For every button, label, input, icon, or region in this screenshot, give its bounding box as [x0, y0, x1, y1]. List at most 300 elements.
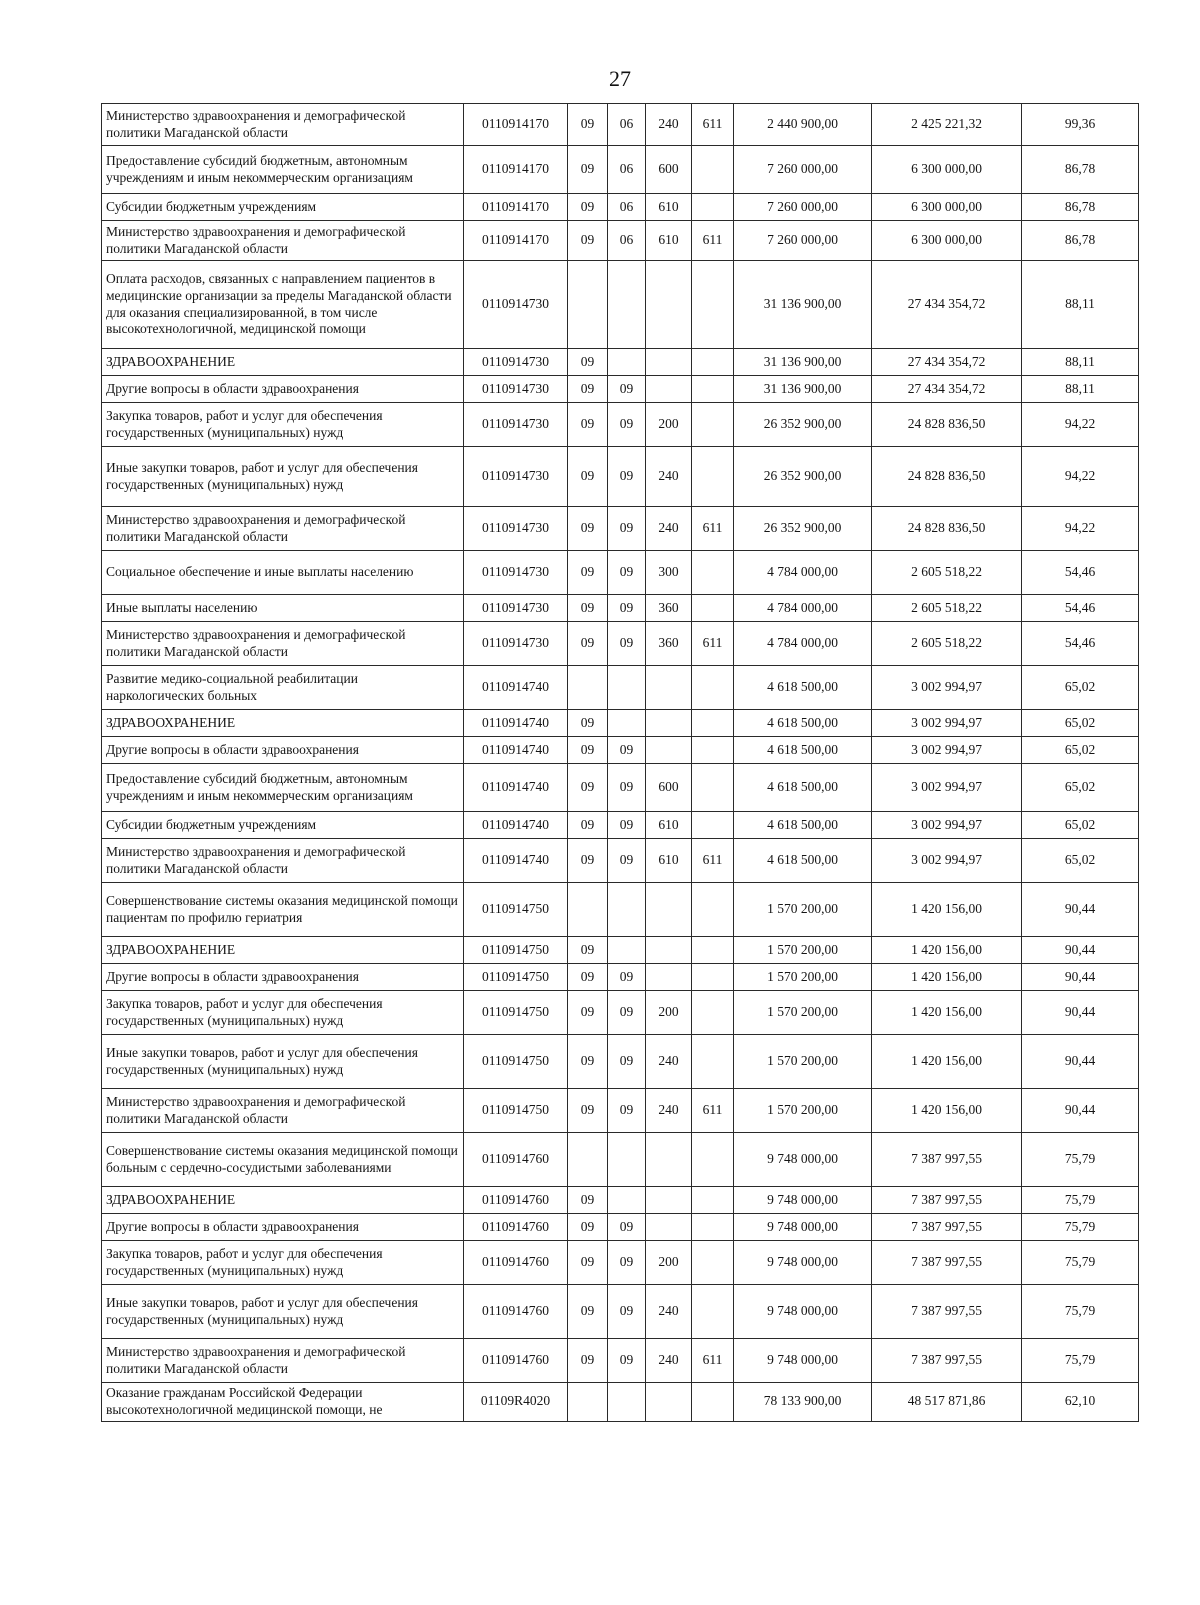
- row-subsection: 09: [608, 447, 646, 507]
- row-actual-amount: 1 420 156,00: [872, 964, 1022, 991]
- row-code: 0110914730: [464, 551, 568, 595]
- row-expense-type: 360: [646, 622, 692, 666]
- row-plan-amount: 4 618 500,00: [734, 839, 872, 883]
- row-name: ЗДРАВООХРАНЕНИЕ: [102, 1187, 464, 1214]
- row-execution-percent: 99,36: [1022, 104, 1139, 146]
- row-expense-type: [646, 261, 692, 349]
- row-section: 09: [568, 764, 608, 812]
- row-admin-code: 611: [692, 221, 734, 261]
- row-execution-percent: 75,79: [1022, 1133, 1139, 1187]
- row-name: Предоставление субсидий бюджетным, автономным учреждениям и иным некоммерческим организациям: [102, 146, 464, 194]
- row-name: Другие вопросы в области здравоохранения: [102, 376, 464, 403]
- row-expense-type: 240: [646, 1035, 692, 1089]
- row-actual-amount: 27 434 354,72: [872, 376, 1022, 403]
- row-subsection: [608, 1187, 646, 1214]
- table-row: [102, 991, 1139, 1035]
- row-plan-amount: 4 618 500,00: [734, 764, 872, 812]
- row-actual-amount: 2 605 518,22: [872, 595, 1022, 622]
- row-subsection: [608, 261, 646, 349]
- row-actual-amount: 7 387 997,55: [872, 1241, 1022, 1285]
- row-plan-amount: 78 133 900,00: [734, 1383, 872, 1422]
- table-row: [102, 1285, 1139, 1339]
- row-plan-amount: 26 352 900,00: [734, 403, 872, 447]
- row-execution-percent: 65,02: [1022, 839, 1139, 883]
- row-plan-amount: 4 618 500,00: [734, 737, 872, 764]
- row-plan-amount: 2 440 900,00: [734, 104, 872, 146]
- table-row: [102, 666, 1139, 710]
- row-subsection: [608, 710, 646, 737]
- table-row: [102, 104, 1139, 146]
- row-code: 0110914170: [464, 194, 568, 221]
- table-row: [102, 447, 1139, 507]
- row-expense-type: [646, 883, 692, 937]
- row-actual-amount: 48 517 871,86: [872, 1383, 1022, 1422]
- row-subsection: 09: [608, 507, 646, 551]
- row-code: 0110914760: [464, 1285, 568, 1339]
- row-plan-amount: 7 260 000,00: [734, 146, 872, 194]
- row-execution-percent: 65,02: [1022, 737, 1139, 764]
- row-section: 09: [568, 349, 608, 376]
- row-expense-type: [646, 964, 692, 991]
- row-name: Министерство здравоохранения и демографической политики Магаданской области: [102, 1089, 464, 1133]
- row-plan-amount: 1 570 200,00: [734, 1089, 872, 1133]
- row-code: 0110914730: [464, 622, 568, 666]
- row-expense-type: 240: [646, 507, 692, 551]
- row-admin-code: [692, 1285, 734, 1339]
- row-actual-amount: 27 434 354,72: [872, 261, 1022, 349]
- row-section: 09: [568, 403, 608, 447]
- row-section: 09: [568, 595, 608, 622]
- table-row: [102, 376, 1139, 403]
- row-execution-percent: 90,44: [1022, 1035, 1139, 1089]
- row-execution-percent: 94,22: [1022, 403, 1139, 447]
- table-row: [102, 1187, 1139, 1214]
- row-expense-type: 240: [646, 447, 692, 507]
- row-section: [568, 666, 608, 710]
- table-row: [102, 839, 1139, 883]
- row-name: Предоставление субсидий бюджетным, автономным учреждениям и иным некоммерческим организациям: [102, 764, 464, 812]
- row-admin-code: 611: [692, 104, 734, 146]
- row-subsection: 09: [608, 1089, 646, 1133]
- row-section: 09: [568, 104, 608, 146]
- row-plan-amount: 4 618 500,00: [734, 710, 872, 737]
- row-execution-percent: 86,78: [1022, 194, 1139, 221]
- row-actual-amount: 7 387 997,55: [872, 1187, 1022, 1214]
- row-section: 09: [568, 1285, 608, 1339]
- row-subsection: 09: [608, 839, 646, 883]
- row-name: Другие вопросы в области здравоохранения: [102, 737, 464, 764]
- row-subsection: [608, 349, 646, 376]
- row-admin-code: [692, 666, 734, 710]
- table-row: [102, 194, 1139, 221]
- table-row: [102, 221, 1139, 261]
- row-execution-percent: 65,02: [1022, 764, 1139, 812]
- row-plan-amount: 1 570 200,00: [734, 937, 872, 964]
- row-admin-code: [692, 1133, 734, 1187]
- row-section: 09: [568, 551, 608, 595]
- row-admin-code: 611: [692, 1089, 734, 1133]
- row-execution-percent: 86,78: [1022, 146, 1139, 194]
- row-name: Другие вопросы в области здравоохранения: [102, 1214, 464, 1241]
- row-code: 0110914760: [464, 1339, 568, 1383]
- row-execution-percent: 65,02: [1022, 710, 1139, 737]
- row-plan-amount: 4 784 000,00: [734, 622, 872, 666]
- row-section: [568, 261, 608, 349]
- row-section: 09: [568, 146, 608, 194]
- row-name: Закупка товаров, работ и услуг для обеспечения государственных (муниципальных) нужд: [102, 403, 464, 447]
- table-row: [102, 261, 1139, 349]
- row-expense-type: [646, 937, 692, 964]
- row-code: 0110914170: [464, 221, 568, 261]
- row-execution-percent: 75,79: [1022, 1285, 1139, 1339]
- row-section: 09: [568, 737, 608, 764]
- row-admin-code: [692, 737, 734, 764]
- row-expense-type: [646, 1383, 692, 1422]
- row-expense-type: 360: [646, 595, 692, 622]
- row-name: Закупка товаров, работ и услуг для обеспечения государственных (муниципальных) нужд: [102, 1241, 464, 1285]
- table-row: [102, 937, 1139, 964]
- row-actual-amount: 24 828 836,50: [872, 403, 1022, 447]
- row-expense-type: [646, 349, 692, 376]
- row-execution-percent: 75,79: [1022, 1339, 1139, 1383]
- row-code: 0110914730: [464, 507, 568, 551]
- row-code: 0110914740: [464, 737, 568, 764]
- table-row: [102, 595, 1139, 622]
- row-execution-percent: 90,44: [1022, 991, 1139, 1035]
- row-actual-amount: 3 002 994,97: [872, 710, 1022, 737]
- row-expense-type: [646, 1187, 692, 1214]
- row-name: Другие вопросы в области здравоохранения: [102, 964, 464, 991]
- row-plan-amount: 31 136 900,00: [734, 376, 872, 403]
- row-actual-amount: 6 300 000,00: [872, 221, 1022, 261]
- table-row: [102, 764, 1139, 812]
- table-row: [102, 1035, 1139, 1089]
- row-expense-type: [646, 376, 692, 403]
- row-code: 0110914740: [464, 812, 568, 839]
- row-subsection: [608, 666, 646, 710]
- row-admin-code: 611: [692, 1339, 734, 1383]
- row-code: 0110914740: [464, 710, 568, 737]
- row-execution-percent: 54,46: [1022, 551, 1139, 595]
- row-subsection: [608, 1383, 646, 1422]
- row-admin-code: [692, 1035, 734, 1089]
- row-actual-amount: 6 300 000,00: [872, 146, 1022, 194]
- row-subsection: 09: [608, 964, 646, 991]
- row-subsection: 09: [608, 1214, 646, 1241]
- row-actual-amount: 1 420 156,00: [872, 937, 1022, 964]
- row-section: 09: [568, 1035, 608, 1089]
- row-expense-type: [646, 666, 692, 710]
- row-actual-amount: 24 828 836,50: [872, 507, 1022, 551]
- table-row: [102, 507, 1139, 551]
- row-subsection: 09: [608, 991, 646, 1035]
- row-admin-code: 611: [692, 839, 734, 883]
- row-subsection: 09: [608, 812, 646, 839]
- row-plan-amount: 1 570 200,00: [734, 883, 872, 937]
- row-actual-amount: 3 002 994,97: [872, 839, 1022, 883]
- row-subsection: 09: [608, 1241, 646, 1285]
- row-plan-amount: 9 748 000,00: [734, 1187, 872, 1214]
- table-row: [102, 964, 1139, 991]
- table-row: [102, 883, 1139, 937]
- row-name: Совершенствование системы оказания медицинской помощи пациентам по профилю гериатрия: [102, 883, 464, 937]
- row-section: 09: [568, 1187, 608, 1214]
- row-name: Субсидии бюджетным учреждениям: [102, 812, 464, 839]
- row-actual-amount: 7 387 997,55: [872, 1339, 1022, 1383]
- row-section: 09: [568, 221, 608, 261]
- row-actual-amount: 7 387 997,55: [872, 1285, 1022, 1339]
- row-admin-code: [692, 376, 734, 403]
- row-section: 09: [568, 1089, 608, 1133]
- row-admin-code: [692, 710, 734, 737]
- row-admin-code: [692, 447, 734, 507]
- row-plan-amount: 9 748 000,00: [734, 1241, 872, 1285]
- row-expense-type: [646, 710, 692, 737]
- row-actual-amount: 24 828 836,50: [872, 447, 1022, 507]
- table-row: [102, 622, 1139, 666]
- row-expense-type: 240: [646, 104, 692, 146]
- row-execution-percent: 54,46: [1022, 622, 1139, 666]
- table-row: [102, 146, 1139, 194]
- row-expense-type: [646, 1214, 692, 1241]
- row-actual-amount: 1 420 156,00: [872, 991, 1022, 1035]
- row-actual-amount: 6 300 000,00: [872, 194, 1022, 221]
- row-subsection: 09: [608, 1035, 646, 1089]
- row-subsection: 06: [608, 104, 646, 146]
- row-code: 0110914740: [464, 764, 568, 812]
- row-execution-percent: 54,46: [1022, 595, 1139, 622]
- row-subsection: [608, 937, 646, 964]
- row-execution-percent: 86,78: [1022, 221, 1139, 261]
- row-actual-amount: 3 002 994,97: [872, 666, 1022, 710]
- row-code: 0110914730: [464, 447, 568, 507]
- row-section: 09: [568, 1214, 608, 1241]
- row-name: Министерство здравоохранения и демографической политики Магаданской области: [102, 104, 464, 146]
- row-code: 0110914760: [464, 1187, 568, 1214]
- row-actual-amount: 7 387 997,55: [872, 1214, 1022, 1241]
- row-plan-amount: 26 352 900,00: [734, 447, 872, 507]
- row-actual-amount: 1 420 156,00: [872, 883, 1022, 937]
- row-subsection: 09: [608, 764, 646, 812]
- row-admin-code: [692, 964, 734, 991]
- row-name: Иные закупки товаров, работ и услуг для обеспечения государственных (муниципальных) нужд: [102, 1285, 464, 1339]
- row-name: Министерство здравоохранения и демографической политики Магаданской области: [102, 1339, 464, 1383]
- row-plan-amount: 26 352 900,00: [734, 507, 872, 551]
- row-code: 0110914750: [464, 964, 568, 991]
- budget-table: [101, 103, 1139, 1422]
- row-name: Министерство здравоохранения и демографической политики Магаданской области: [102, 622, 464, 666]
- row-subsection: 06: [608, 194, 646, 221]
- table-row: [102, 1339, 1139, 1383]
- row-section: 09: [568, 991, 608, 1035]
- row-plan-amount: 9 748 000,00: [734, 1133, 872, 1187]
- row-name: Развитие медико-социальной реабилитации наркологических больных: [102, 666, 464, 710]
- row-name: Закупка товаров, работ и услуг для обеспечения государственных (муниципальных) нужд: [102, 991, 464, 1035]
- row-admin-code: [692, 261, 734, 349]
- row-name: Оказание гражданам Российской Федерации высокотехнологичной медицинской помощи, не: [102, 1383, 464, 1422]
- table-row: [102, 349, 1139, 376]
- row-admin-code: [692, 146, 734, 194]
- row-plan-amount: 4 618 500,00: [734, 666, 872, 710]
- row-section: [568, 1383, 608, 1422]
- row-code: 0110914750: [464, 937, 568, 964]
- row-execution-percent: 65,02: [1022, 812, 1139, 839]
- row-execution-percent: 62,10: [1022, 1383, 1139, 1422]
- row-actual-amount: 27 434 354,72: [872, 349, 1022, 376]
- row-admin-code: [692, 403, 734, 447]
- table-row: [102, 1241, 1139, 1285]
- row-name: Иные закупки товаров, работ и услуг для обеспечения государственных (муниципальных) нужд: [102, 1035, 464, 1089]
- row-section: 09: [568, 710, 608, 737]
- row-expense-type: 200: [646, 991, 692, 1035]
- page-number: 27: [609, 66, 631, 91]
- row-subsection: 09: [608, 1339, 646, 1383]
- row-admin-code: 611: [692, 622, 734, 666]
- row-expense-type: 240: [646, 1339, 692, 1383]
- row-plan-amount: 1 570 200,00: [734, 964, 872, 991]
- row-expense-type: 240: [646, 1089, 692, 1133]
- table-row: [102, 1214, 1139, 1241]
- row-name: Иные закупки товаров, работ и услуг для обеспечения государственных (муниципальных) нужд: [102, 447, 464, 507]
- row-section: 09: [568, 447, 608, 507]
- row-plan-amount: 9 748 000,00: [734, 1285, 872, 1339]
- row-execution-percent: 75,79: [1022, 1214, 1139, 1241]
- row-code: 0110914730: [464, 376, 568, 403]
- row-section: 09: [568, 507, 608, 551]
- row-code: 0110914760: [464, 1214, 568, 1241]
- row-expense-type: 600: [646, 764, 692, 812]
- row-code: 0110914740: [464, 839, 568, 883]
- row-section: [568, 883, 608, 937]
- row-admin-code: [692, 551, 734, 595]
- row-subsection: 09: [608, 403, 646, 447]
- row-subsection: 06: [608, 146, 646, 194]
- row-execution-percent: 65,02: [1022, 666, 1139, 710]
- row-subsection: [608, 883, 646, 937]
- row-expense-type: 610: [646, 221, 692, 261]
- row-section: 09: [568, 839, 608, 883]
- row-name: ЗДРАВООХРАНЕНИЕ: [102, 349, 464, 376]
- row-admin-code: [692, 1187, 734, 1214]
- row-subsection: 09: [608, 551, 646, 595]
- row-actual-amount: 2 605 518,22: [872, 622, 1022, 666]
- row-subsection: 09: [608, 737, 646, 764]
- row-execution-percent: 90,44: [1022, 937, 1139, 964]
- row-actual-amount: 2 605 518,22: [872, 551, 1022, 595]
- row-plan-amount: 9 748 000,00: [734, 1339, 872, 1383]
- row-execution-percent: 94,22: [1022, 507, 1139, 551]
- row-expense-type: 610: [646, 839, 692, 883]
- row-actual-amount: 3 002 994,97: [872, 764, 1022, 812]
- table-row: [102, 1089, 1139, 1133]
- row-plan-amount: 4 784 000,00: [734, 595, 872, 622]
- row-name: ЗДРАВООХРАНЕНИЕ: [102, 937, 464, 964]
- row-expense-type: [646, 1133, 692, 1187]
- table-row: [102, 551, 1139, 595]
- row-expense-type: 200: [646, 403, 692, 447]
- row-section: 09: [568, 1339, 608, 1383]
- row-code: 0110914750: [464, 991, 568, 1035]
- row-name: Совершенствование системы оказания медицинской помощи больным с сердечно-сосудистыми заболеваниями: [102, 1133, 464, 1187]
- row-name: Министерство здравоохранения и демографической политики Магаданской области: [102, 221, 464, 261]
- row-expense-type: 200: [646, 1241, 692, 1285]
- row-expense-type: 600: [646, 146, 692, 194]
- row-code: 0110914730: [464, 595, 568, 622]
- row-section: 09: [568, 1241, 608, 1285]
- row-plan-amount: 7 260 000,00: [734, 221, 872, 261]
- row-admin-code: [692, 883, 734, 937]
- table-body: [102, 104, 1139, 1422]
- row-name: Министерство здравоохранения и демографической политики Магаданской области: [102, 839, 464, 883]
- row-expense-type: 300: [646, 551, 692, 595]
- row-actual-amount: 3 002 994,97: [872, 812, 1022, 839]
- row-execution-percent: 90,44: [1022, 1089, 1139, 1133]
- row-expense-type: [646, 737, 692, 764]
- row-name: Субсидии бюджетным учреждениям: [102, 194, 464, 221]
- row-plan-amount: 1 570 200,00: [734, 991, 872, 1035]
- row-admin-code: [692, 812, 734, 839]
- row-expense-type: 240: [646, 1285, 692, 1339]
- row-admin-code: [692, 1214, 734, 1241]
- row-section: 09: [568, 964, 608, 991]
- row-plan-amount: 31 136 900,00: [734, 349, 872, 376]
- row-subsection: [608, 1133, 646, 1187]
- row-expense-type: 610: [646, 812, 692, 839]
- row-plan-amount: 9 748 000,00: [734, 1214, 872, 1241]
- row-code: 0110914170: [464, 146, 568, 194]
- row-subsection: 09: [608, 622, 646, 666]
- row-code: 0110914740: [464, 666, 568, 710]
- row-section: 09: [568, 812, 608, 839]
- row-code: 0110914760: [464, 1241, 568, 1285]
- row-actual-amount: 2 425 221,32: [872, 104, 1022, 146]
- table-row: [102, 1133, 1139, 1187]
- row-execution-percent: 75,79: [1022, 1241, 1139, 1285]
- row-name: Министерство здравоохранения и демографической политики Магаданской области: [102, 507, 464, 551]
- row-section: 09: [568, 937, 608, 964]
- row-plan-amount: 4 618 500,00: [734, 812, 872, 839]
- row-plan-amount: 4 784 000,00: [734, 551, 872, 595]
- row-actual-amount: 7 387 997,55: [872, 1133, 1022, 1187]
- row-subsection: 06: [608, 221, 646, 261]
- row-execution-percent: 75,79: [1022, 1187, 1139, 1214]
- row-actual-amount: 3 002 994,97: [872, 737, 1022, 764]
- row-subsection: 09: [608, 1285, 646, 1339]
- row-name: Иные выплаты населению: [102, 595, 464, 622]
- row-actual-amount: 1 420 156,00: [872, 1089, 1022, 1133]
- row-execution-percent: 94,22: [1022, 447, 1139, 507]
- row-subsection: 09: [608, 595, 646, 622]
- table-row: [102, 403, 1139, 447]
- row-section: 09: [568, 622, 608, 666]
- row-section: [568, 1133, 608, 1187]
- row-admin-code: [692, 349, 734, 376]
- row-actual-amount: 1 420 156,00: [872, 1035, 1022, 1089]
- row-execution-percent: 90,44: [1022, 964, 1139, 991]
- row-execution-percent: 88,11: [1022, 376, 1139, 403]
- row-plan-amount: 7 260 000,00: [734, 194, 872, 221]
- row-section: 09: [568, 194, 608, 221]
- row-admin-code: 611: [692, 507, 734, 551]
- table-row: [102, 737, 1139, 764]
- table-row: [102, 710, 1139, 737]
- row-admin-code: [692, 595, 734, 622]
- row-name: Социальное обеспечение и иные выплаты населению: [102, 551, 464, 595]
- row-expense-type: 610: [646, 194, 692, 221]
- row-code: 0110914730: [464, 349, 568, 376]
- row-admin-code: [692, 1383, 734, 1422]
- row-name: Оплата расходов, связанных с направлением пациентов в медицинские организации за пределы Магаданской области для оказания специализированной, в том числе высокотехнологичной, медицинской помощи: [102, 261, 464, 349]
